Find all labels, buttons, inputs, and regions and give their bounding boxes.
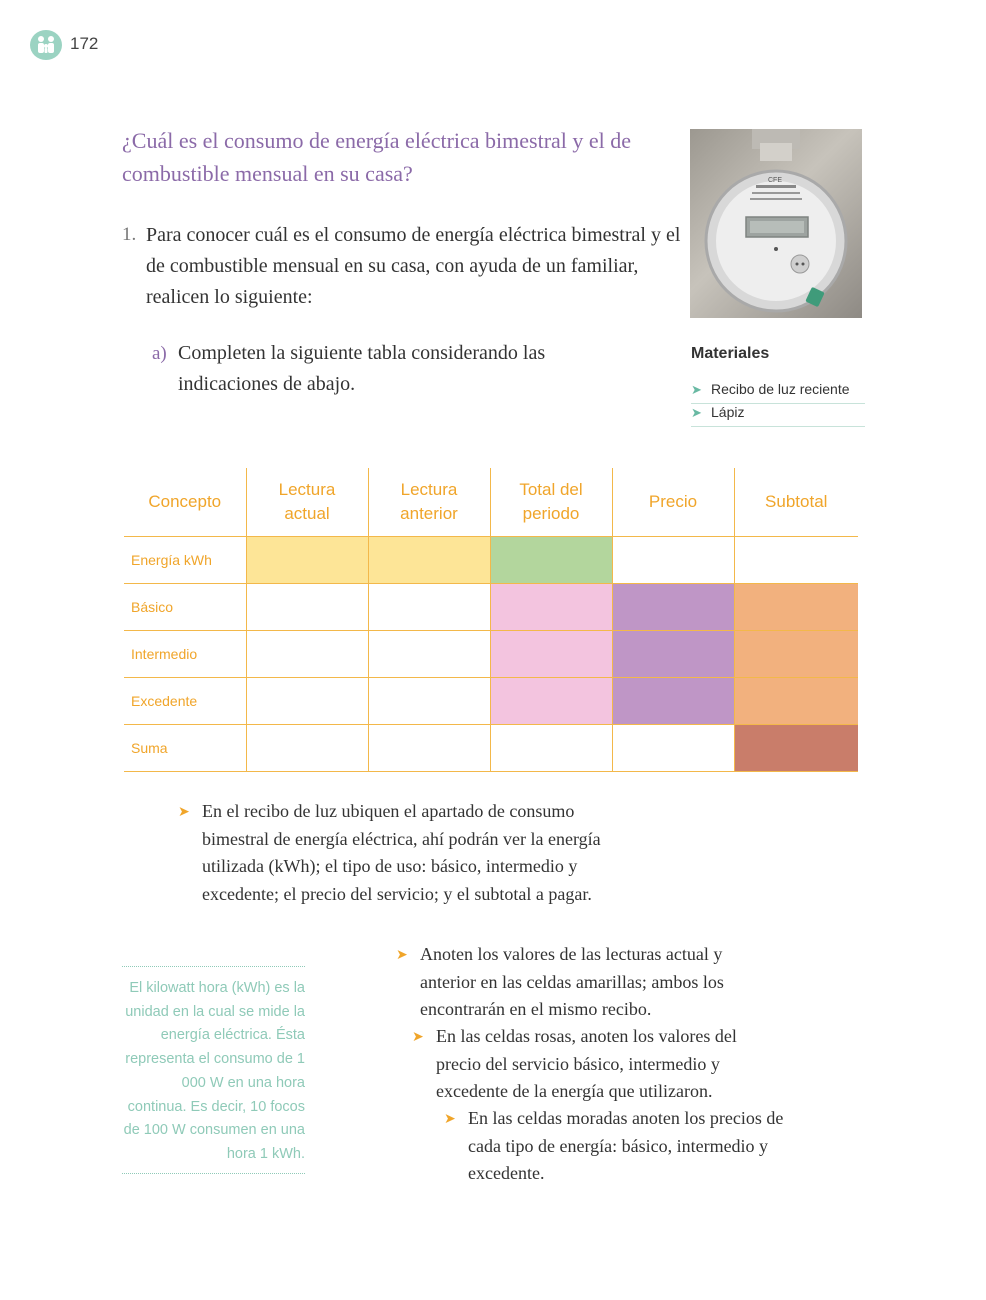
- row-label-energia: Energía kWh: [124, 537, 246, 584]
- instruction-text: En el recibo de luz ubiquen el apartado de consumo bimestral de energía eléctrica, ahí podrán ver la energía utilizada (kWh); el tipo de uso: básico, intermedio y excedente; el precio del servicio; y el subtotal a pagar.: [202, 801, 601, 904]
- table-cell[interactable]: [490, 631, 612, 678]
- consumption-table: [124, 468, 858, 772]
- step-text: Para conocer cuál es el consumo de energía eléctrica bimestral y el de combustible mensual en su casa, con ayuda de un familiar, realicen lo siguiente:: [146, 224, 681, 308]
- header-subtotal: Subtotal: [734, 468, 858, 537]
- materials-item: [691, 404, 865, 427]
- table-cell[interactable]: [368, 631, 490, 678]
- meter-brand: CFE: [768, 177, 782, 184]
- family-icon: [30, 30, 62, 60]
- table-cell[interactable]: [490, 584, 612, 631]
- instruction-text: En las celdas moradas anoten los precios de cada tipo de energía: básico, intermedio y excedente.: [468, 1108, 784, 1183]
- electric-meter-photo: [690, 129, 862, 318]
- step-number: 1.: [122, 224, 137, 245]
- table-cell[interactable]: [246, 678, 368, 725]
- header-concepto: Concepto: [124, 468, 246, 537]
- row-label-basico: Básico: [124, 584, 246, 631]
- table-cell[interactable]: [246, 725, 368, 772]
- table-cell[interactable]: [246, 537, 368, 584]
- page-badge: [30, 30, 62, 60]
- row-label-suma: Suma: [124, 725, 246, 772]
- header-lectura-actual: Lectura actual: [246, 468, 368, 537]
- table-cell[interactable]: [734, 725, 858, 772]
- table-row: [124, 725, 858, 772]
- table-cell[interactable]: [246, 631, 368, 678]
- table-cell[interactable]: [612, 537, 734, 584]
- table-cell[interactable]: [490, 537, 612, 584]
- section-title: ¿Cuál es el consumo de energía eléctrica bimestral y el de combustible mensual en su casa?: [122, 128, 632, 186]
- instruction-text: Anoten los valores de las lecturas actual y anterior en las celdas amarillas; ambos los encontrarán en el mismo recibo.: [420, 944, 724, 1019]
- table-cell[interactable]: [612, 678, 734, 725]
- page-number: 172: [70, 34, 99, 53]
- table-cell[interactable]: [490, 678, 612, 725]
- materials-title: Materiales: [691, 345, 770, 362]
- header-precio: Precio: [612, 468, 734, 537]
- instruction-text: En las celdas rosas, anoten los valores del precio del servicio básico, intermedio y excedente de la energía que utilizaron.: [436, 1026, 737, 1101]
- table-cell[interactable]: [368, 678, 490, 725]
- triangle-right-icon: ➤: [178, 804, 190, 820]
- table-cell[interactable]: [734, 631, 858, 678]
- table-cell[interactable]: [490, 725, 612, 772]
- triangle-right-icon: ➤: [412, 1029, 424, 1045]
- table-cell[interactable]: [734, 584, 858, 631]
- table-row: [124, 631, 858, 678]
- chevron-right-icon: ➤: [691, 382, 702, 397]
- header-lectura-anterior: Lectura anterior: [368, 468, 490, 537]
- chevron-right-icon: ➤: [691, 405, 702, 420]
- table-cell[interactable]: [612, 584, 734, 631]
- table-cell[interactable]: [612, 725, 734, 772]
- substep-letter: a): [152, 343, 167, 364]
- table-cell[interactable]: [246, 584, 368, 631]
- materials-item-label: Recibo de luz reciente: [711, 381, 850, 397]
- table-cell[interactable]: [612, 631, 734, 678]
- materials-item-label: Lápiz: [711, 404, 745, 420]
- table-cell[interactable]: [368, 725, 490, 772]
- table-cell[interactable]: [734, 537, 858, 584]
- table-row: [124, 584, 858, 631]
- materials-item: [691, 381, 865, 404]
- meter-illustration: [690, 129, 862, 318]
- table-cell[interactable]: [368, 537, 490, 584]
- header-total-periodo: Total del periodo: [490, 468, 612, 537]
- row-label-excedente: Excedente: [124, 678, 246, 725]
- table-row: [124, 678, 858, 725]
- table-row: [124, 537, 858, 584]
- table-cell[interactable]: [734, 678, 858, 725]
- kwh-sidenote: El kilowatt hora (kWh) es la unidad en la cual se mide la energía eléctrica. Ésta representa el consumo de 1 000 W en una hora continua. Es decir, 10 focos de 100 W consumen en una hora 1 kWh.: [122, 966, 305, 1174]
- triangle-right-icon: ➤: [444, 1111, 456, 1127]
- triangle-right-icon: ➤: [396, 947, 408, 963]
- substep-text: Completen la siguiente tabla considerando las indicaciones de abajo.: [178, 342, 546, 395]
- table-cell[interactable]: [368, 584, 490, 631]
- table-header-row: [124, 468, 858, 537]
- row-label-intermedio: Intermedio: [124, 631, 246, 678]
